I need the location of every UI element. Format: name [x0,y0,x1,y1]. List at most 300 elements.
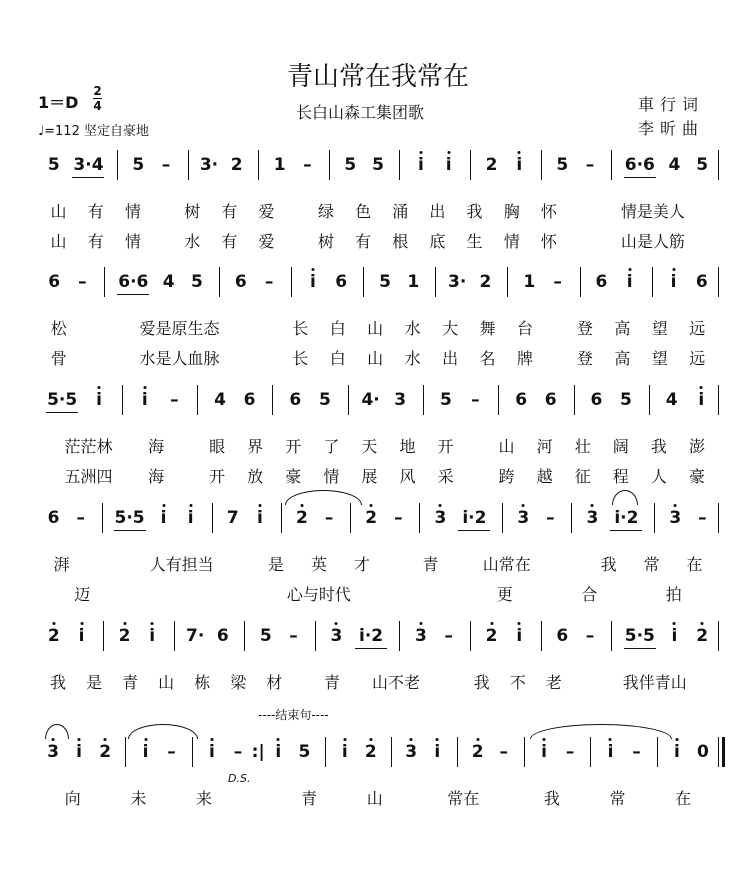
lyric-syllable: 栋 [194,673,211,692]
lyric-syllable: 人有担当 [149,555,214,574]
final-barline [718,150,719,180]
note: 6 [216,626,229,646]
note: 5 [259,626,272,646]
lyric-syllable: 山 [366,789,383,808]
barline [502,503,503,533]
barline [498,385,499,415]
lyric-syllable: 青 [301,789,318,808]
note: 3 [394,390,407,410]
note: i [209,742,215,762]
time-signature-bottom: 4 [93,99,102,113]
barline [611,150,612,180]
lyric-syllable: 山 [50,232,67,251]
barline [325,737,326,767]
lyric-syllable: 采 [437,467,454,486]
note: i [141,390,148,410]
lyric-syllable: 梁 [230,673,247,692]
lyric-syllable: 白 [329,319,346,338]
note: i [516,155,523,175]
note: 7· [185,626,205,646]
lyric-syllable: 心与时代 [286,585,351,604]
lyric-syllable: 生 [466,232,483,251]
note: 1 [273,155,286,175]
lyric-syllable: 大 [442,319,459,338]
note: 4 [214,390,226,410]
barline [399,621,400,651]
barline [657,737,658,767]
note: 4· [361,390,380,410]
lyric-syllable: 底 [429,232,446,251]
note: – [394,508,403,528]
note: 1 [407,272,420,292]
ds-marker: D.S. [228,772,251,785]
note: 5 [298,742,311,762]
octave-dot [52,622,55,625]
barline [423,385,424,415]
note: 5 [379,272,391,292]
lyric-syllable: 牌 [516,349,533,368]
barline [281,503,282,533]
lyric-syllable: 向 [64,789,81,808]
lyric-syllable: 望 [651,349,668,368]
final-barline [718,385,719,415]
note: – [167,742,176,762]
lyric-syllable: 青 [324,673,341,692]
barline [580,267,581,297]
octave-dot [210,738,213,741]
barline [391,737,392,767]
octave-dot [518,622,521,625]
note: i [626,272,633,292]
note: – [289,626,298,646]
lyric-syllable: 我 [543,789,560,808]
note: 6·6 [624,155,655,175]
lyric-syllable: 了 [323,437,340,456]
lyric-syllable: 茫茫林 [64,437,113,456]
note: i [445,155,452,175]
tie-arc [128,724,198,739]
octave-dot [258,504,261,507]
note: i [671,626,678,646]
final-barline [718,621,719,651]
octave-dot [311,268,314,271]
lyric-syllable: 青 [422,555,439,574]
note: – [585,155,595,175]
lyric-syllable: 登 [576,319,593,338]
lyric-syllable: 胸 [503,202,520,221]
note: 5·5 [47,390,78,410]
barline [291,267,292,297]
octave-dot [151,622,154,625]
note: – [233,742,243,762]
note: i [78,626,85,646]
lyric-syllable: 爱是原生态 [139,319,220,338]
lyric-syllable: 我 [650,437,667,456]
lyric-line [0,346,756,368]
note: 1 [523,272,536,292]
octave-dot [277,738,280,741]
barline [192,737,193,767]
lyric-syllable: 高 [614,349,631,368]
beam-underline [355,648,387,649]
octave-dot [80,622,83,625]
octave-dot [700,386,703,389]
lyric-syllable: 山是人筋 [620,232,685,251]
tie-arc [530,724,672,739]
barline [571,503,572,533]
note: – [546,508,555,528]
lyric-syllable: 高 [614,319,631,338]
lyric-syllable: 登 [576,349,593,368]
lyric-syllable: 情 [503,232,520,251]
lyric-syllable: 开 [285,437,302,456]
note: – [303,155,312,175]
note: i [256,508,263,528]
lyric-syllable: 水 [404,349,421,368]
lyric-syllable: 情是美人 [620,202,685,221]
note: – [698,508,707,528]
lyric-line [0,434,756,456]
octave-dot [123,622,126,625]
lyric-syllable: 松 [50,319,67,338]
barline [103,621,104,651]
lyric-syllable: 拍 [665,585,682,604]
lyric-syllable: 英 [310,555,327,574]
note: 5 [318,390,331,410]
barline [419,503,420,533]
note: 3 [669,508,682,528]
note: 5 [344,155,357,175]
music-system [0,498,756,604]
barline [329,150,330,180]
lyric-syllable: 山 [367,319,384,338]
lyric-syllable: 爱 [258,202,275,221]
note: 6 [48,272,61,292]
barline [541,150,542,180]
barline [435,267,436,297]
barline [541,621,542,651]
barline [212,503,213,533]
barline [272,385,273,415]
lyric-syllable: 山 [158,673,175,692]
octave-dot [104,738,107,741]
final-barline [718,267,719,297]
beam-underline [610,530,642,531]
note: i [160,508,167,528]
lyric-syllable: 豪 [688,467,705,486]
octave-dot [672,268,675,271]
lyric-syllable: 根 [392,232,409,251]
note: – [324,508,334,528]
octave-dot [673,622,676,625]
music-system [0,380,756,486]
note: 3 [47,742,59,762]
note: – [444,626,453,646]
octave-dot [447,151,450,154]
lyric-syllable: 出 [429,202,446,221]
lyric-syllable: 绿 [317,202,335,221]
note: 2 [485,626,498,646]
lyric-syllable: 常在 [447,789,480,808]
note: – [170,390,179,410]
note: 2 [230,155,243,175]
note: i [275,742,282,762]
barline [507,267,508,297]
lyric-syllable: 水 [184,232,201,251]
lyric-syllable: 河 [536,437,553,456]
octave-dot [439,504,442,507]
tie-arc [45,724,69,739]
barline [117,150,118,180]
note: 3 [517,508,530,528]
note: – [565,742,575,762]
note-row [0,380,756,420]
lyric-syllable: 未 [130,789,147,808]
note: i [341,742,348,762]
beam-underline [458,530,490,531]
barline [348,385,349,415]
barline [122,385,123,415]
lyric-syllable: 五洲四 [64,467,113,486]
note: i [142,742,149,762]
lyric-line [0,316,756,338]
lyric-syllable: 骨 [50,349,67,368]
lyric-syllable: 海 [148,467,165,486]
octave-dot [701,622,704,625]
note: 6 [289,390,302,410]
note: – [499,742,508,762]
lyric-syllable: 我 [466,202,483,221]
note: – [471,390,480,410]
barline [652,267,653,297]
note: – [78,272,87,292]
lyric-syllable: 材 [266,673,283,692]
lyric-syllable: 怀 [540,202,557,221]
beam-underline [46,412,78,413]
lyric-syllable: 有 [355,232,372,251]
note: 2 [296,508,308,528]
tie-arc [285,490,362,505]
note: 3· [199,155,219,175]
song-title: 青山常在我常在 [286,62,469,92]
lyric-syllable: 怀 [540,232,557,251]
barline [174,621,175,651]
lyric-syllable: 才 [353,555,370,574]
lyric-syllable: 是 [86,673,103,692]
lyric-syllable: 水是人血脉 [139,349,220,368]
note: i [96,390,102,410]
lyric-syllable: 爱 [258,232,275,251]
lyric-syllable: 澎 [688,437,705,456]
note: 4 [162,272,175,292]
octave-dot [476,738,479,741]
lyric-syllable: 跨 [498,467,515,486]
lyric-syllable: 征 [574,467,591,486]
barline [197,385,198,415]
lyric-syllable: 情 [124,232,141,251]
note: 5 [696,155,709,175]
note: i [670,272,677,292]
lyric-syllable: 台 [516,319,533,338]
barline [457,737,458,767]
octave-dot [591,504,594,507]
note: 2 [479,272,492,292]
note: 6 [544,390,557,410]
barline [258,150,259,180]
octave-dot [436,738,439,741]
note-row [0,498,756,538]
note: 6 [335,272,348,292]
repeat-barline: :| [251,742,265,762]
lyric-syllable: 舞 [479,319,496,338]
note: 3·4 [73,155,104,175]
octave-dot [143,386,146,389]
note: 3 [586,508,599,528]
key-signature: 1＝D [38,93,79,112]
lyric-line [0,786,756,808]
note: 2 [696,626,709,646]
beam-underline [114,530,146,531]
barline [125,737,126,767]
lyric-syllable: 色 [355,202,372,221]
lyric-syllable: 常 [643,555,660,574]
beam-underline [72,177,104,178]
barline [574,385,575,415]
lyric-line [0,670,756,692]
note: 6 [695,272,708,292]
note: i [434,742,441,762]
note: i·2 [614,508,639,528]
note: 5 [47,155,60,175]
lyric-syllable: 山 [367,349,384,368]
lyric-syllable: 远 [689,349,706,368]
note-row [0,732,756,772]
lyric-line [0,552,756,574]
lyric-syllable: 常 [609,789,626,808]
note: – [553,272,562,292]
lyric-syllable: 湃 [53,555,70,574]
lyric-syllable: 迈 [74,585,91,604]
lyric-line [0,229,756,251]
lyric-syllable: 望 [651,319,668,338]
octave-dot [410,738,413,741]
note: 5 [620,390,632,410]
note: – [264,272,274,292]
barline [219,267,220,297]
note: 3· [448,272,467,292]
note: 5·5 [114,508,145,528]
lyric-syllable: 老 [545,673,562,692]
lyric-syllable: 开 [209,467,226,486]
barline [611,621,612,651]
note: 6 [243,390,256,410]
note: 2 [99,742,112,762]
song-subtitle: 长白山森工集团歌 [296,103,425,122]
lyric-syllable: 树 [184,202,201,221]
barline [350,503,351,533]
barline [315,621,316,651]
note: 6 [595,272,608,292]
note: 5·5 [624,626,655,646]
music-system [0,732,756,808]
lyric-syllable: 展 [361,467,378,486]
octave-dot [335,622,338,625]
note: i·2 [462,508,487,528]
lyric-syllable: 放 [247,467,264,486]
note: 6 [234,272,247,292]
barline [470,150,471,180]
note: 6 [590,390,603,410]
lyric-syllable: 我伴青山 [622,673,687,692]
ending-mark: ----结束句---- [258,708,329,722]
octave-dot [522,504,525,507]
lyric-syllable: 在 [675,789,692,808]
note: – [76,508,85,528]
barline [399,150,400,180]
note: 4 [668,155,681,175]
note: i [674,742,680,762]
note: i [607,742,614,762]
lyric-syllable: 来 [196,789,213,808]
lyric-syllable: 是 [268,555,285,574]
octave-dot [343,738,346,741]
barline [244,621,245,651]
lyric-syllable: 界 [247,437,264,456]
octave-dot [675,738,678,741]
lyric-syllable: 山不老 [372,673,421,692]
note: 3 [405,742,418,762]
lyric-syllable: 不 [509,673,526,692]
note: – [632,742,641,762]
octave-dot [369,738,372,741]
lyric-line [0,199,756,221]
lyricist-credit: 車行词 [638,95,705,114]
note: 6·6 [118,272,149,292]
octave-dot [419,622,422,625]
lyric-syllable: 豪 [285,467,302,486]
note: 2 [47,626,60,646]
octave-dot [628,268,631,271]
note: i [149,626,156,646]
lyric-syllable: 天 [361,437,378,456]
lyric-syllable: 风 [399,467,416,486]
note: i [187,508,194,528]
octave-dot [78,738,81,741]
lyric-syllable: 山常在 [482,555,531,574]
octave-dot [162,504,165,507]
note: – [585,626,595,646]
octave-dot [674,504,677,507]
time-signature [93,84,102,113]
note: i [698,390,705,410]
note: – [161,155,171,175]
lyric-line [0,582,756,604]
lyric-syllable: 越 [536,467,553,486]
beam-underline [117,294,149,295]
lyric-syllable: 我 [473,673,490,692]
composer-credit: 李昕曲 [638,119,705,138]
music-system [0,616,756,692]
lyric-syllable: 水 [404,319,421,338]
lyric-syllable: 开 [437,437,454,456]
note: 5 [439,390,452,410]
lyric-syllable: 情 [124,202,141,221]
lyric-syllable: 有 [221,202,238,221]
note: i [541,742,547,762]
lyric-line [0,464,756,486]
lyric-syllable: 眼 [209,437,226,456]
note: 6 [47,508,60,528]
